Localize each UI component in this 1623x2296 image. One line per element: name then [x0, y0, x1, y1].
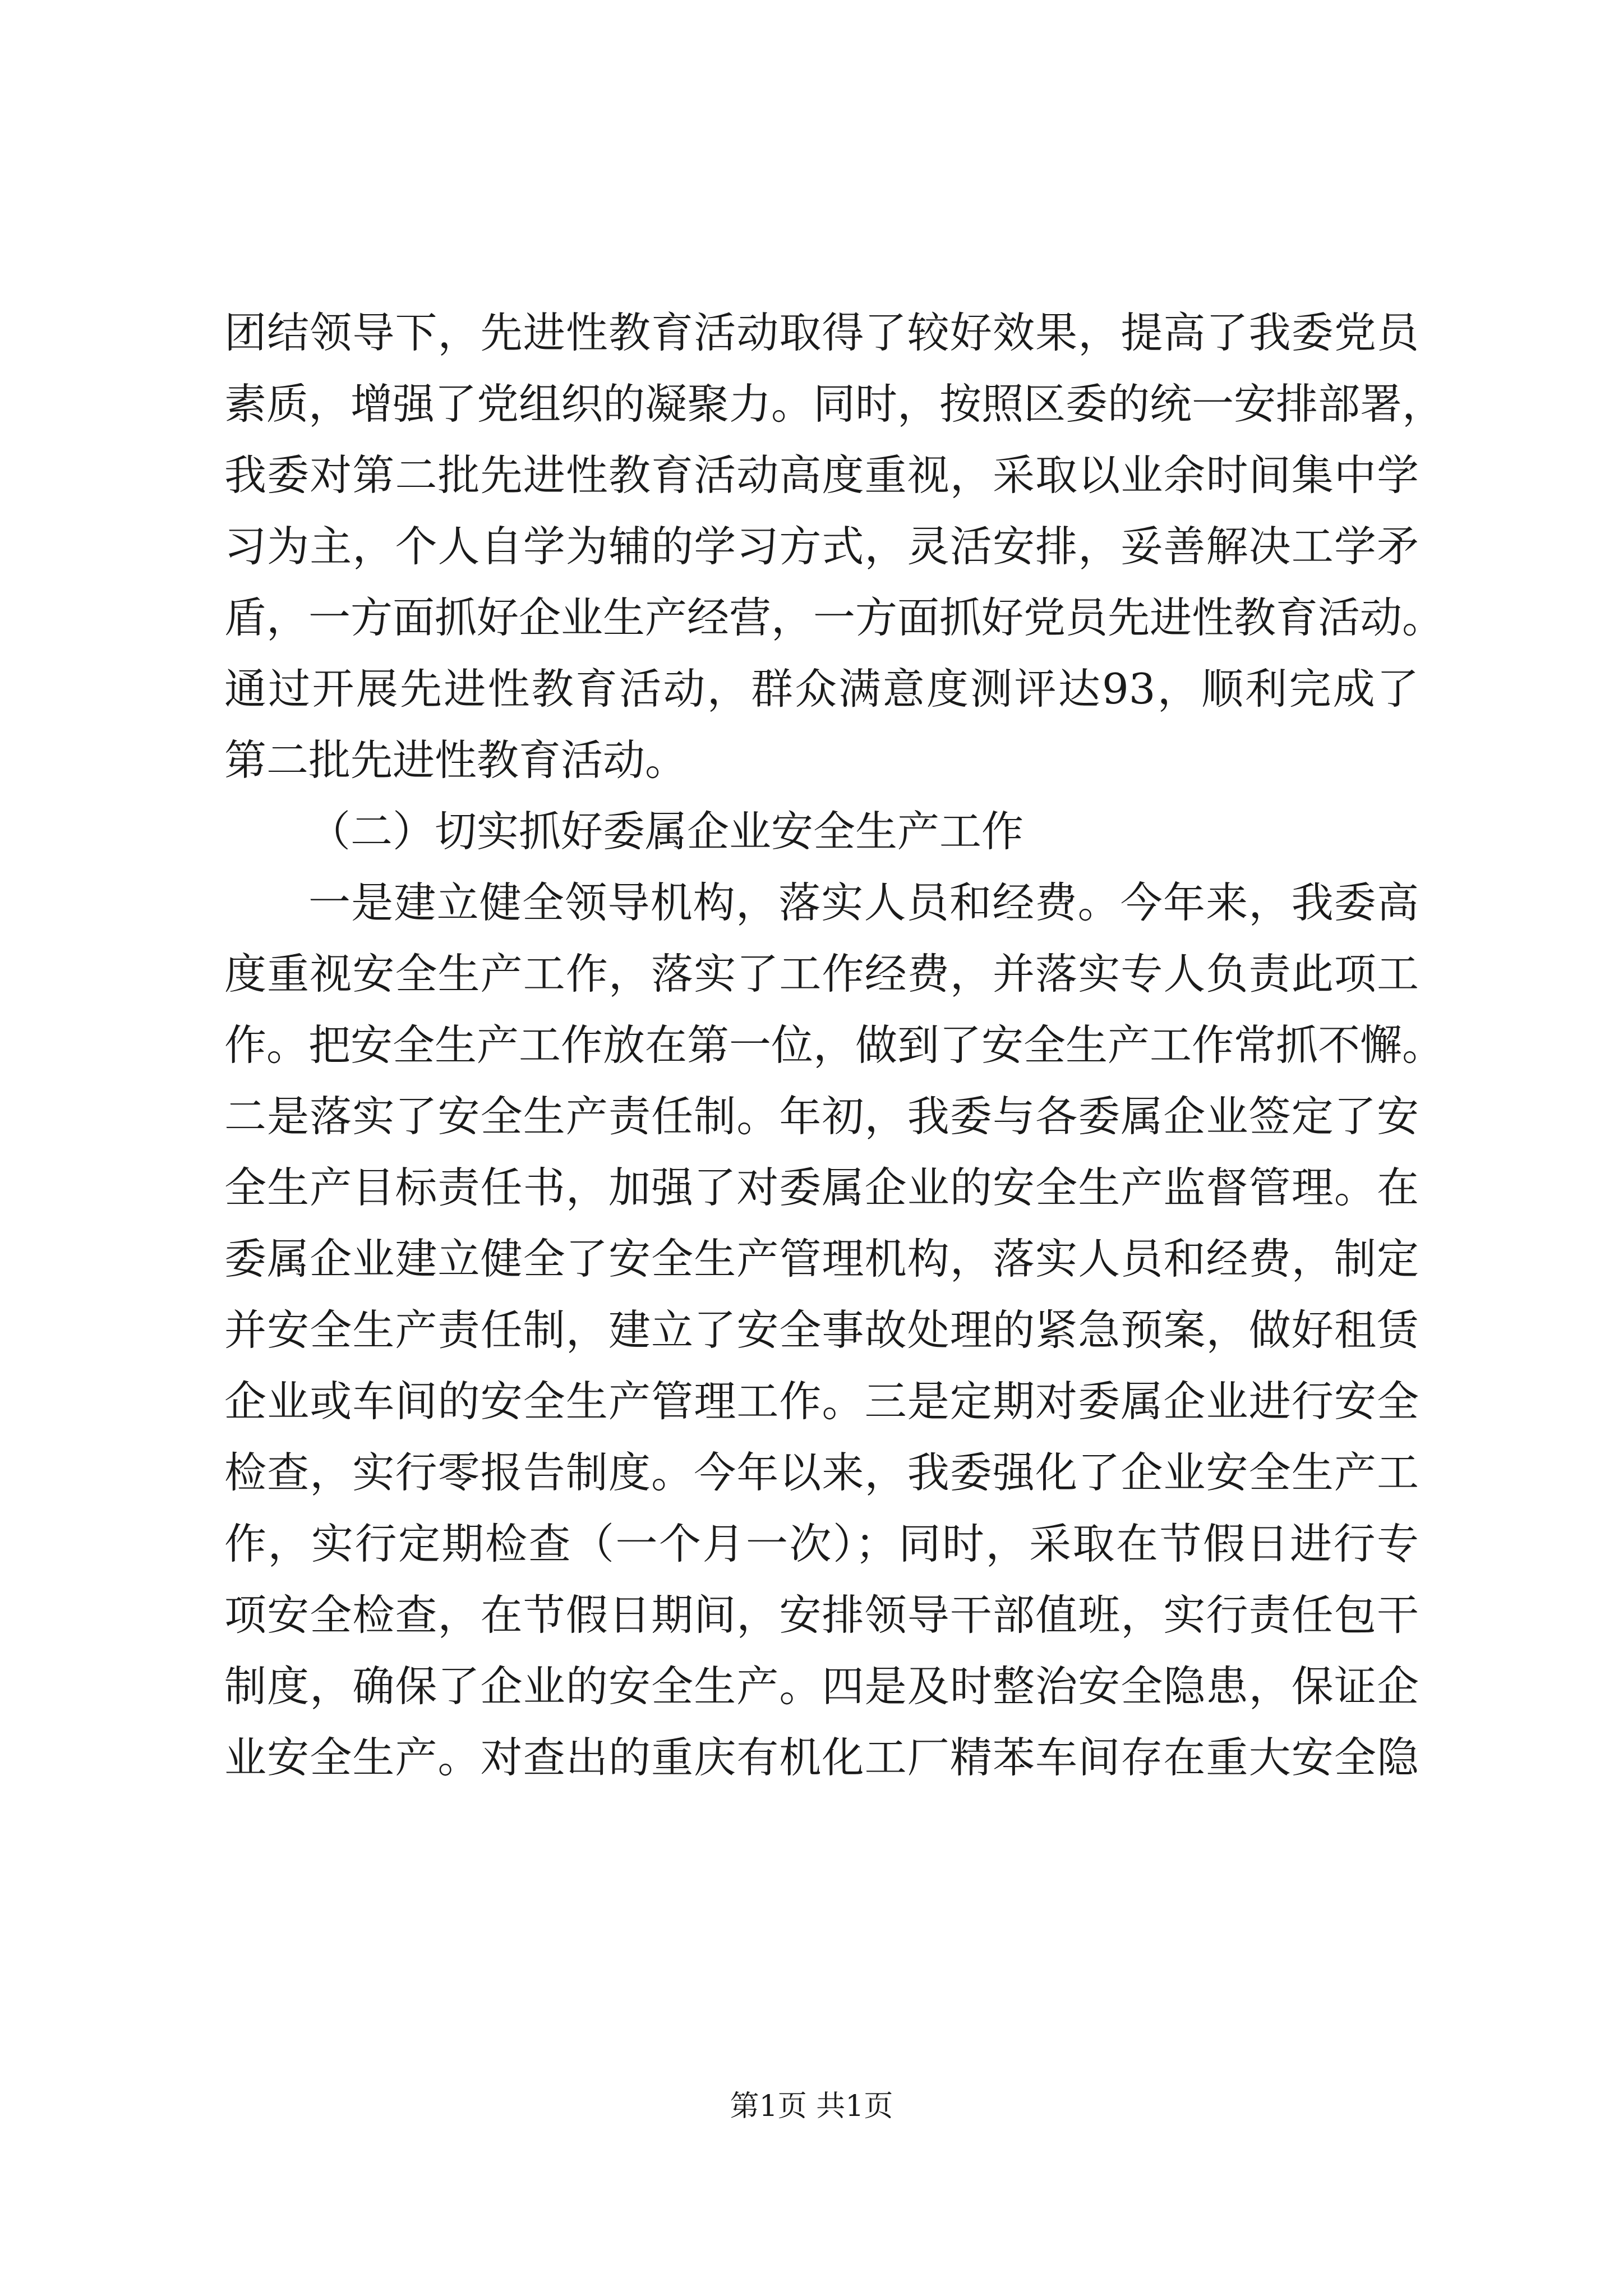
- text-line: 业安全生产。对查出的重庆有机化工厂精苯车间存在重大安全隐: [224, 1733, 1419, 1782]
- text-line: 一是建立健全领导机构，落实人员和经费。今年来，我委高: [308, 878, 1419, 927]
- text-line: 作。把安全生产工作放在第一位，做到了安全生产工作常抓不懈。: [224, 1020, 1445, 1070]
- text-line: 企业或车间的安全生产管理工作。三是定期对委属企业进行安全: [224, 1377, 1419, 1426]
- text-line: 团结领导下，先进性教育活动取得了较好效果，提高了我委党员: [224, 308, 1419, 357]
- text-line: 第二批先进性教育活动。: [224, 735, 688, 785]
- text-line: 全生产目标责任书，加强了对委属企业的安全生产监督管理。在: [224, 1163, 1419, 1212]
- text-line: 度重视安全生产工作，落实了工作经费，并落实专人负责此项工: [224, 949, 1419, 999]
- page-number: 第1页 共1页: [730, 2090, 893, 2123]
- text-line: 盾，一方面抓好企业生产经营，一方面抓好党员先进性教育活动。: [224, 593, 1445, 642]
- text-line: 委属企业建立健全了安全生产管理机构，落实人员和经费，制定: [224, 1234, 1419, 1283]
- page-footer: [0, 2087, 1623, 2126]
- text-line: 作，实行定期检查（一个月一次）；同时，采取在节假日进行专: [224, 1519, 1419, 1568]
- body-text: [224, 297, 1445, 1793]
- text-line: 检查，实行零报告制度。今年以来，我委强化了企业安全生产工: [224, 1448, 1419, 1497]
- text-line: 项安全检查，在节假日期间，安排领导干部值班，实行责任包干: [224, 1590, 1419, 1640]
- text-line: 素质，增强了党组织的凝聚力。同时，按照区委的统一安排部署，: [224, 379, 1445, 429]
- text-line: 我委对第二批先进性教育活动高度重视，采取以业余时间集中学: [224, 450, 1419, 500]
- text-line: 制度，确保了企业的安全生产。四是及时整治安全隐患，保证企: [224, 1662, 1419, 1711]
- text-line: 通过开展先进性教育活动，群众满意度测评达93，顺利完成了: [224, 664, 1419, 714]
- text-line: 并安全生产责任制，建立了安全事故处理的紧急预案，做好租赁: [224, 1305, 1419, 1355]
- section-heading: （二）切实抓好委属企业安全生产工作: [308, 807, 1024, 856]
- text-line: 习为主，个人自学为辅的学习方式，灵活安排，妥善解决工学矛: [224, 522, 1419, 571]
- text-line: 二是落实了安全生产责任制。年初，我委与各委属企业签定了安: [224, 1092, 1419, 1141]
